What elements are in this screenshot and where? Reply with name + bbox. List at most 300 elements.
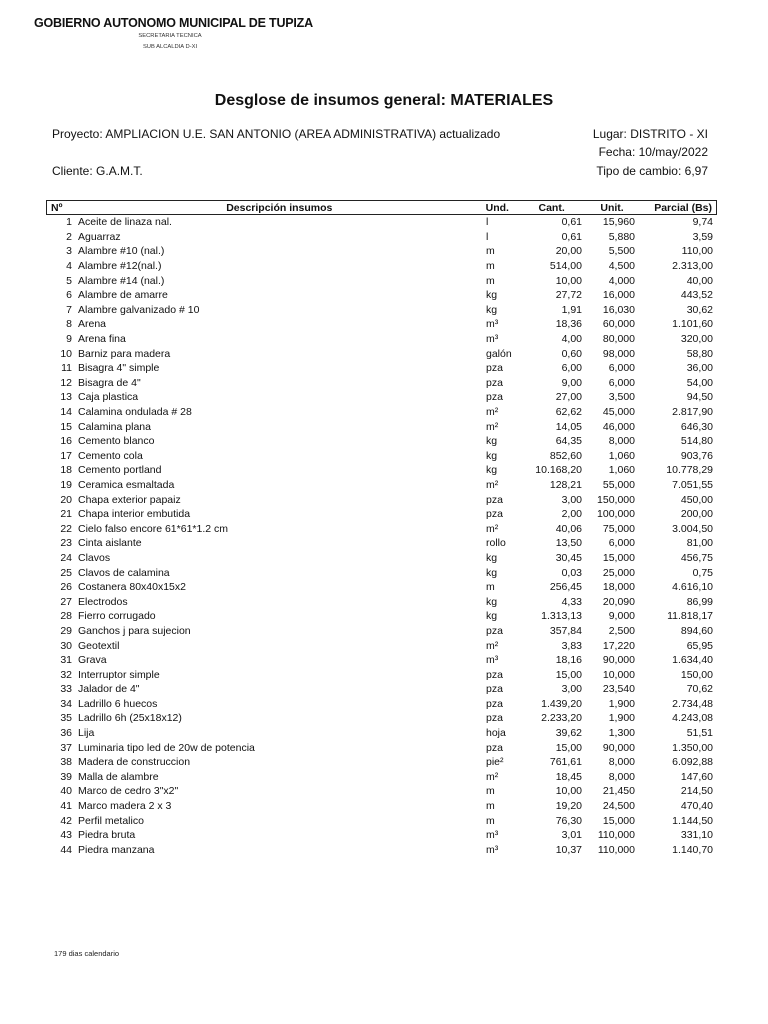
- row-unit-price: 25,000: [602, 566, 635, 579]
- row-number: 4: [66, 260, 72, 273]
- row-quantity: 10,37: [555, 843, 582, 856]
- row-unit: kg: [486, 303, 498, 316]
- row-unit-price: 6,000: [608, 537, 635, 550]
- row-partial: 9,74: [692, 216, 713, 229]
- row-quantity: 3,00: [561, 493, 582, 506]
- table-row: [46, 755, 717, 770]
- row-number: 29: [60, 624, 72, 637]
- row-partial: 30,62: [686, 303, 713, 316]
- row-description: Perfil metalico: [78, 814, 144, 827]
- row-partial: 110,00: [681, 245, 713, 258]
- row-quantity: 15,00: [555, 741, 582, 754]
- row-number: 36: [60, 727, 72, 740]
- row-unit: pza: [486, 362, 503, 375]
- row-partial: 514,80: [680, 435, 713, 448]
- table-row: [46, 609, 717, 624]
- materials-table: [46, 200, 717, 857]
- row-unit-price: 17,220: [602, 639, 635, 652]
- row-quantity: 18,36: [555, 318, 582, 331]
- table-row: [46, 273, 717, 288]
- table-row: [46, 565, 717, 580]
- place-label: Lugar: DISTRITO - XI: [592, 127, 708, 141]
- department-label: SECRETARIA TECNICA: [138, 33, 202, 39]
- row-number: 14: [60, 406, 72, 419]
- table-row: [46, 740, 717, 755]
- duration-note: 179 dias calendario: [54, 949, 120, 958]
- row-number: 39: [60, 770, 72, 783]
- row-partial: 150,00: [680, 668, 713, 681]
- row-quantity: 0,60: [561, 347, 582, 360]
- row-number: 15: [60, 420, 72, 433]
- row-unit: pza: [486, 712, 503, 725]
- row-unit-price: 150,000: [597, 493, 635, 506]
- row-quantity: 18,45: [555, 770, 582, 783]
- row-unit: pza: [486, 493, 503, 506]
- row-description: Electrodos: [78, 595, 128, 608]
- row-unit: hoja: [486, 727, 506, 740]
- table-row: [46, 580, 717, 595]
- row-partial: 65,95: [686, 639, 713, 652]
- row-unit: pza: [486, 391, 503, 404]
- row-quantity: 18,16: [555, 654, 582, 667]
- row-unit-price: 98,000: [602, 347, 635, 360]
- row-description: Fierro corrugado: [78, 610, 156, 623]
- row-description: Barniz para madera: [78, 347, 171, 360]
- table-row: [46, 551, 717, 566]
- row-description: Bisagra de 4": [78, 376, 141, 389]
- row-unit: m: [486, 274, 495, 287]
- row-unit-price: 16,030: [602, 303, 635, 316]
- table-row: [46, 653, 717, 668]
- row-unit: rollo: [486, 537, 506, 550]
- row-description: Clavos de calamina: [78, 566, 170, 579]
- row-description: Cemento portland: [78, 464, 162, 477]
- row-description: Interruptor simple: [78, 668, 160, 681]
- row-partial: 70,62: [686, 683, 713, 696]
- table-row: [46, 230, 717, 245]
- row-unit-price: 1,060: [608, 449, 635, 462]
- row-quantity: 0,61: [561, 216, 582, 229]
- row-description: Geotextil: [78, 639, 120, 652]
- table-row: [46, 259, 717, 274]
- row-number: 16: [60, 435, 72, 448]
- row-description: Ladrillo 6 huecos: [78, 697, 158, 710]
- row-quantity: 27,00: [555, 391, 582, 404]
- row-number: 27: [60, 595, 72, 608]
- row-partial: 331,10: [680, 829, 713, 842]
- row-description: Alambre #12(nal.): [78, 260, 162, 273]
- row-partial: 40,00: [686, 274, 713, 287]
- row-unit-price: 2,500: [608, 624, 635, 637]
- row-number: 32: [60, 668, 72, 681]
- row-unit-price: 1,060: [608, 464, 635, 477]
- row-unit: l: [486, 216, 489, 229]
- row-partial: 450,00: [680, 493, 713, 506]
- row-quantity: 62,62: [555, 406, 582, 419]
- row-unit-price: 8,000: [608, 756, 635, 769]
- row-unit-price: 55,000: [602, 478, 635, 491]
- row-unit-price: 110,000: [597, 843, 635, 856]
- row-number: 35: [60, 712, 72, 725]
- row-number: 3: [66, 245, 72, 258]
- row-unit-price: 21,450: [602, 785, 635, 798]
- row-partial: 4.616,10: [672, 581, 713, 594]
- row-description: Costanera 80x40x15x2: [78, 581, 186, 594]
- row-partial: 1.140,70: [672, 843, 713, 856]
- row-quantity: 39,62: [555, 727, 582, 740]
- row-unit-price: 9,000: [608, 610, 635, 623]
- row-number: 12: [60, 376, 72, 389]
- table-row: [46, 711, 717, 726]
- row-number: 22: [60, 522, 72, 535]
- row-unit-price: 15,960: [602, 216, 635, 229]
- row-partial: 1.350,00: [672, 741, 713, 754]
- table-row: [46, 478, 717, 493]
- row-number: 24: [60, 551, 72, 564]
- row-quantity: 357,84: [549, 624, 582, 637]
- row-unit: pza: [486, 741, 503, 754]
- row-quantity: 761,61: [549, 756, 582, 769]
- row-unit: pie²: [486, 756, 504, 769]
- row-number: 1: [66, 216, 72, 229]
- row-description: Caja plastica: [78, 391, 139, 404]
- row-unit-price: 5,880: [608, 230, 635, 243]
- row-description: Aguarraz: [78, 230, 121, 243]
- table-row: [46, 828, 717, 843]
- column-header-quantity: Cant.: [538, 201, 565, 214]
- table-row: [46, 594, 717, 609]
- row-description: Chapa interior embutida: [78, 508, 191, 521]
- row-unit-price: 4,500: [608, 260, 635, 273]
- row-quantity: 30,45: [555, 551, 582, 564]
- row-unit-price: 100,000: [597, 508, 635, 521]
- table-row: [46, 390, 717, 405]
- table-row: [46, 419, 717, 434]
- row-partial: 320,00: [680, 333, 713, 346]
- row-unit-price: 90,000: [602, 741, 635, 754]
- row-unit: m³: [486, 654, 499, 667]
- row-unit-price: 110,000: [597, 829, 635, 842]
- row-unit: kg: [486, 551, 498, 564]
- row-description: Piedra bruta: [78, 829, 136, 842]
- row-unit: m³: [486, 843, 499, 856]
- row-unit: kg: [486, 595, 498, 608]
- row-unit: m: [486, 814, 495, 827]
- row-description: Piedra manzana: [78, 843, 155, 856]
- row-description: Calamina ondulada # 28: [78, 406, 192, 419]
- row-unit-price: 10,000: [602, 668, 635, 681]
- row-unit-price: 24,500: [602, 800, 635, 813]
- row-partial: 51,51: [686, 727, 713, 740]
- row-unit-price: 23,540: [602, 683, 635, 696]
- row-unit: m: [486, 581, 495, 594]
- row-description: Marco de cedro 3"x2": [78, 785, 179, 798]
- row-unit: galón: [486, 347, 512, 360]
- row-quantity: 40,06: [555, 522, 582, 535]
- table-row: [46, 332, 717, 347]
- row-partial: 1.101,60: [672, 318, 713, 331]
- row-unit-price: 15,000: [602, 814, 635, 827]
- row-number: 13: [60, 391, 72, 404]
- row-unit: m: [486, 245, 495, 258]
- row-unit-price: 80,000: [602, 333, 635, 346]
- project-label: Proyecto: AMPLIACION U.E. SAN ANTONIO (AREA ADMINISTRATIVA) actualizado: [52, 127, 501, 141]
- row-unit: kg: [486, 435, 498, 448]
- row-unit: m: [486, 800, 495, 813]
- row-description: Madera de construccion: [78, 756, 191, 769]
- row-unit-price: 1,900: [608, 697, 635, 710]
- table-row: [46, 376, 717, 391]
- row-partial: 2.817,90: [672, 406, 713, 419]
- row-unit-price: 8,000: [608, 770, 635, 783]
- row-partial: 2.313,00: [672, 260, 713, 273]
- row-partial: 81,00: [686, 537, 713, 550]
- row-number: 8: [66, 318, 72, 331]
- row-quantity: 15,00: [555, 668, 582, 681]
- row-number: 41: [60, 800, 72, 813]
- row-quantity: 2.233,20: [541, 712, 582, 725]
- row-number: 42: [60, 814, 72, 827]
- row-quantity: 852,60: [549, 449, 582, 462]
- row-unit-price: 3,500: [608, 391, 635, 404]
- row-number: 10: [60, 347, 72, 360]
- row-number: 44: [60, 843, 72, 856]
- row-number: 7: [66, 303, 72, 316]
- row-quantity: 14,05: [555, 420, 582, 433]
- row-number: 40: [60, 785, 72, 798]
- row-unit: m²: [486, 478, 499, 491]
- row-unit-price: 75,000: [602, 522, 635, 535]
- row-unit-price: 60,000: [602, 318, 635, 331]
- row-number: 31: [60, 654, 72, 667]
- row-description: Grava: [78, 654, 107, 667]
- row-partial: 1.144,50: [672, 814, 713, 827]
- row-partial: 7.051,55: [672, 478, 713, 491]
- row-partial: 200,00: [680, 508, 713, 521]
- row-unit: pza: [486, 624, 503, 637]
- row-unit: l: [486, 230, 489, 243]
- date-label: Fecha: 10/may/2022: [598, 145, 708, 159]
- row-description: Ladrillo 6h (25x18x12): [78, 712, 182, 725]
- table-row: [46, 244, 717, 259]
- row-partial: 94,50: [686, 391, 713, 404]
- row-description: Aceite de linaza nal.: [78, 216, 172, 229]
- row-number: 17: [60, 449, 72, 462]
- row-number: 11: [61, 362, 72, 375]
- row-partial: 646,30: [680, 420, 713, 433]
- row-number: 6: [66, 289, 72, 302]
- row-description: Clavos: [78, 551, 111, 564]
- table-body: [46, 215, 717, 857]
- row-partial: 6.092,88: [672, 756, 713, 769]
- row-quantity: 514,00: [549, 260, 582, 273]
- row-quantity: 4,33: [561, 595, 582, 608]
- row-number: 21: [60, 508, 72, 521]
- table-row: [46, 682, 717, 697]
- row-unit-price: 8,000: [608, 435, 635, 448]
- table-row: [46, 667, 717, 682]
- row-unit: m²: [486, 639, 499, 652]
- row-unit-price: 1,300: [608, 727, 635, 740]
- row-number: 19: [60, 478, 72, 491]
- row-unit: kg: [486, 566, 498, 579]
- sub-department-label: SUB ALCALDIA D-XI: [142, 44, 198, 50]
- row-unit-price: 6,000: [608, 376, 635, 389]
- page-title: Desglose de insumos general: MATERIALES: [214, 92, 554, 109]
- row-partial: 443,52: [680, 289, 713, 302]
- row-description: Bisagra 4" simple: [78, 362, 160, 375]
- row-unit: pza: [486, 508, 503, 521]
- row-unit-price: 5,500: [608, 245, 635, 258]
- column-header-partial: Parcial (Bs): [654, 201, 712, 214]
- row-unit-price: 1,900: [608, 712, 635, 725]
- client-label: Cliente: G.A.M.T.: [52, 164, 143, 178]
- row-description: Marco madera 2 x 3: [78, 800, 172, 813]
- row-partial: 0,75: [692, 566, 713, 579]
- row-unit: pza: [486, 376, 503, 389]
- row-number: 25: [60, 566, 72, 579]
- row-description: Alambre galvanizado # 10: [78, 303, 200, 316]
- row-quantity: 13,50: [555, 537, 582, 550]
- column-header-unit: Und.: [485, 201, 509, 214]
- row-quantity: 0,03: [561, 566, 582, 579]
- row-partial: 903,76: [680, 449, 713, 462]
- table-row: [46, 215, 717, 230]
- table-row: [46, 405, 717, 420]
- row-quantity: 19,20: [555, 800, 582, 813]
- table-row: [46, 346, 717, 361]
- table-row: [46, 288, 717, 303]
- column-header-description: Descripción insumos: [226, 201, 333, 214]
- row-number: 28: [60, 610, 72, 623]
- row-description: Cinta aislante: [78, 537, 142, 550]
- row-description: Chapa exterior papaiz: [78, 493, 181, 506]
- row-unit: kg: [486, 289, 498, 302]
- row-unit: m²: [486, 522, 499, 535]
- row-description: Malla de alambre: [78, 770, 159, 783]
- row-number: 20: [60, 493, 72, 506]
- table-row: [46, 784, 717, 799]
- row-description: Calamina plana: [78, 420, 151, 433]
- row-number: 5: [66, 274, 72, 287]
- row-description: Luminaria tipo led de 20w de potencia: [78, 741, 255, 754]
- row-number: 9: [66, 333, 72, 346]
- row-quantity: 128,21: [549, 478, 582, 491]
- row-unit: m: [486, 260, 495, 273]
- row-number: 18: [60, 464, 72, 477]
- row-unit: pza: [486, 697, 503, 710]
- row-quantity: 76,30: [555, 814, 582, 827]
- row-partial: 1.634,40: [672, 654, 713, 667]
- row-unit: m³: [486, 318, 499, 331]
- row-partial: 3,59: [692, 230, 713, 243]
- row-quantity: 3,00: [561, 683, 582, 696]
- row-number: 26: [60, 581, 72, 594]
- table-row: [46, 638, 717, 653]
- row-partial: 2.734,48: [672, 697, 713, 710]
- column-header-unit-price: Unit.: [600, 201, 624, 214]
- row-partial: 58,80: [686, 347, 713, 360]
- table-row: [46, 507, 717, 522]
- row-quantity: 6,00: [561, 362, 582, 375]
- row-description: Cemento blanco: [78, 435, 155, 448]
- row-partial: 147,60: [680, 770, 713, 783]
- table-header: [46, 200, 717, 215]
- row-partial: 3.004,50: [672, 522, 713, 535]
- row-unit-price: 46,000: [602, 420, 635, 433]
- row-number: 2: [66, 230, 72, 243]
- table-row: [46, 449, 717, 464]
- row-partial: 54,00: [686, 376, 713, 389]
- row-description: Ceramica esmaltada: [78, 478, 175, 491]
- row-unit: m²: [486, 420, 499, 433]
- table-row: [46, 770, 717, 785]
- row-unit: kg: [486, 464, 498, 477]
- row-quantity: 9,00: [561, 376, 582, 389]
- table-row: [46, 521, 717, 536]
- row-description: Lija: [78, 727, 95, 740]
- table-row: [46, 492, 717, 507]
- row-quantity: 10,00: [555, 785, 582, 798]
- row-unit-price: 20,090: [602, 595, 635, 608]
- row-unit: m³: [486, 829, 499, 842]
- row-description: Alambre #10 (nal.): [78, 245, 165, 258]
- table-row: [46, 624, 717, 639]
- row-quantity: 10,00: [555, 274, 582, 287]
- row-quantity: 1.439,20: [541, 697, 582, 710]
- row-quantity: 3,83: [561, 639, 582, 652]
- row-quantity: 27,72: [555, 289, 582, 302]
- row-number: 43: [60, 829, 72, 842]
- row-partial: 214,50: [680, 785, 713, 798]
- table-row: [46, 726, 717, 741]
- row-partial: 456,75: [680, 551, 713, 564]
- row-partial: 10.778,29: [666, 464, 713, 477]
- table-row: [46, 697, 717, 712]
- row-quantity: 1.313,13: [541, 610, 582, 623]
- row-quantity: 2,00: [561, 508, 582, 521]
- row-unit: kg: [486, 449, 498, 462]
- organization-name: GOBIERNO AUTONOMO MUNICIPAL DE TUPIZA: [34, 16, 313, 30]
- table-row: [46, 799, 717, 814]
- row-unit: m²: [486, 770, 499, 783]
- row-unit: kg: [486, 610, 498, 623]
- row-partial: 36,00: [686, 362, 713, 375]
- table-row: [46, 463, 717, 478]
- row-partial: 4.243,08: [672, 712, 713, 725]
- table-row: [46, 843, 717, 858]
- row-partial: 86,99: [686, 595, 713, 608]
- row-unit-price: 45,000: [602, 406, 635, 419]
- table-row: [46, 434, 717, 449]
- table-row: [46, 536, 717, 551]
- row-number: 38: [60, 756, 72, 769]
- row-description: Jalador de 4": [78, 683, 140, 696]
- row-unit-price: 90,000: [602, 654, 635, 667]
- exchange-rate-label: Tipo de cambio: 6,97: [596, 164, 708, 178]
- row-unit-price: 6,000: [608, 362, 635, 375]
- row-unit-price: 15,000: [602, 551, 635, 564]
- column-header-number: Nº: [51, 201, 63, 214]
- row-partial: 894,60: [680, 624, 713, 637]
- row-partial: 11.818,17: [667, 610, 713, 623]
- row-number: 34: [60, 697, 72, 710]
- row-quantity: 256,45: [549, 581, 582, 594]
- row-quantity: 1,91: [561, 303, 582, 316]
- row-unit-price: 18,000: [602, 581, 635, 594]
- row-quantity: 20,00: [555, 245, 582, 258]
- row-quantity: 0,61: [561, 230, 582, 243]
